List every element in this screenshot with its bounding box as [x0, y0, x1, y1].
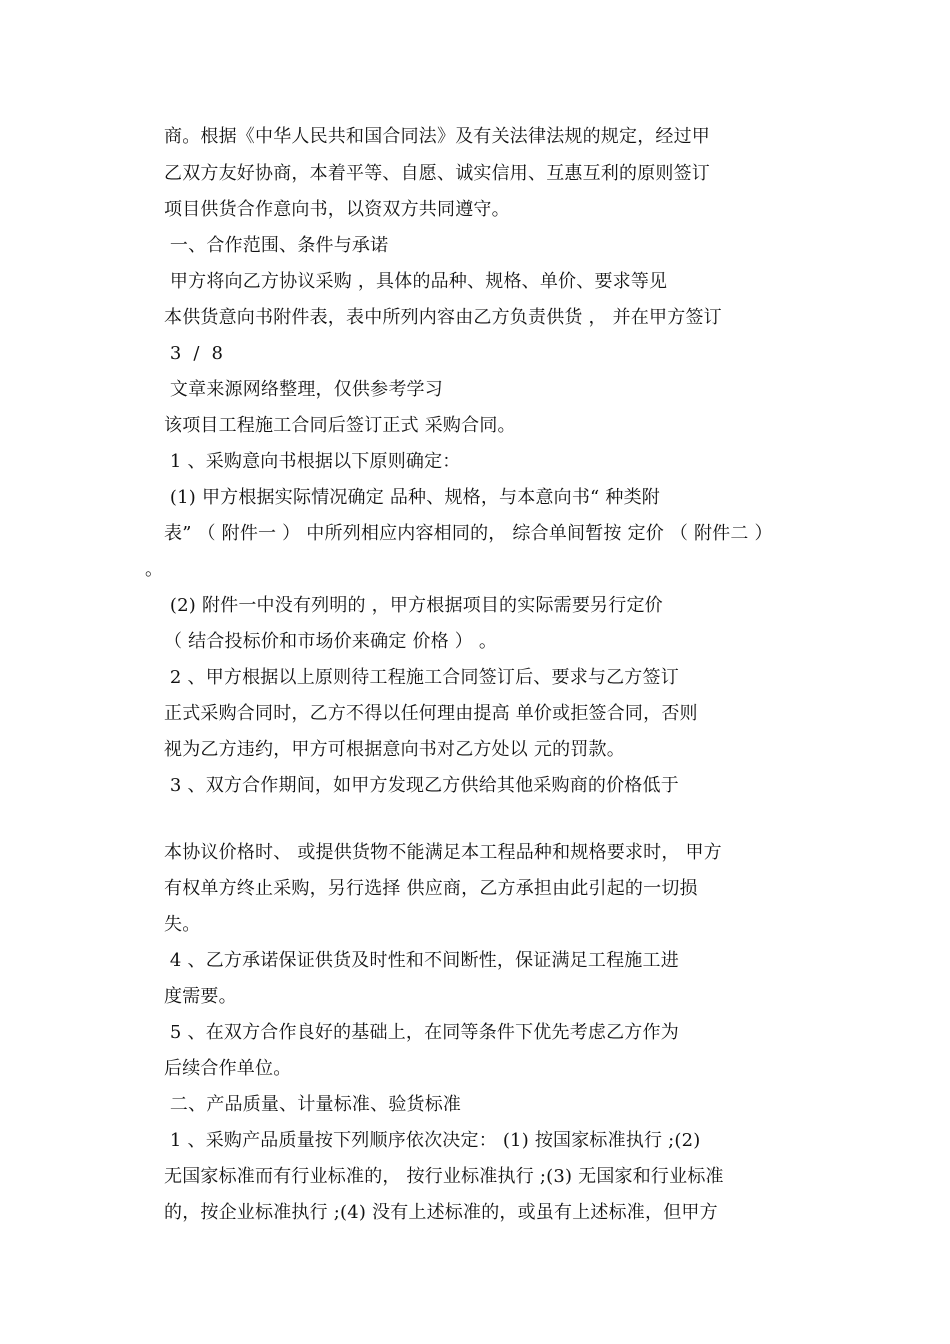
text-line-10: 1 、采购意向书根据以下原则确定：: [164, 451, 461, 472]
text-line-20: 本协议价格时、 或提供货物不能满足本工程品种和规格要求时， 甲方: [164, 842, 722, 863]
text-line-11: (1) 甲方根据实际情况确定 品种、规格，与本意向书“ 种类附: [164, 487, 660, 508]
text-line-12: 表” （ 附件一 ） 中所列相应内容相同的， 综合单间暂按 定价 （ 附件二 ）: [164, 523, 773, 544]
text-line-16: 2 、甲方根据以上原则待工程施工合同签订后、要求与乙方签订: [164, 667, 679, 688]
text-line-3: 项目供货合作意向书，以资双方共同遵守。: [164, 199, 510, 220]
text-line-21: 有权单方终止采购，另行选择 供应商，乙方承担由此引起的一切损: [164, 878, 698, 899]
text-line-17: 正式采购合同时，乙方不得以任何理由提高 单价或拒签合同，否则: [164, 703, 698, 724]
section-heading-1: 一、合作范围、条件与承诺: [164, 235, 389, 256]
page-number: 3 / 8: [164, 343, 224, 364]
text-line-23: 4 、乙方承诺保证供货及时性和不间断性，保证满足工程施工进: [164, 950, 679, 971]
source-note: 文章来源网络整理，仅供参考学习: [164, 379, 443, 400]
text-line-2: 乙双方友好协商，本着平等、自愿、诚实信用、互惠互利的原则签订: [164, 163, 710, 184]
text-line-29: 无国家标准而有行业标准的， 按行业标准执行 ;(3) 无国家和行业标准: [164, 1166, 724, 1187]
text-line-9: 该项目工程施工合同后签订正式 采购合同。: [164, 415, 516, 436]
text-line-13: 。: [145, 559, 164, 580]
text-line-18: 视为乙方违约，甲方可根据意向书对乙方处以 元的罚款。: [164, 739, 625, 760]
text-line-24: 度需要。: [164, 986, 237, 1007]
text-line-6: 本供货意向书附件表，表中所列内容由乙方负责供货 ， 并在甲方签订: [164, 307, 722, 328]
text-line-26: 后续合作单位。: [164, 1058, 292, 1079]
text-line-25: 5 、在双方合作良好的基础上，在同等条件下优先考虑乙方作为: [164, 1022, 679, 1043]
text-line-19: 3 、双方合作期间，如甲方发现乙方供给其他采购商的价格低于: [164, 775, 679, 796]
text-line-30: 的，按企业标准执行 ;(4) 没有上述标准的，或虽有上述标准，但甲方: [164, 1202, 718, 1223]
text-line-1: 商。根据《中华人民共和国合同法》及有关法律法规的规定，经过甲: [164, 126, 710, 147]
text-line-15: （ 结合投标价和市场价来确定 价格 ） 。: [164, 631, 498, 652]
text-line-28: 1 、采购产品质量按下列顺序依次决定： (1) 按国家标准执行 ;(2): [164, 1130, 701, 1151]
text-line-22: 失。: [164, 914, 201, 935]
section-heading-2: 二、产品质量、计量标准、验货标准: [164, 1094, 462, 1115]
text-line-14: (2) 附件一中没有列明的 ，甲方根据项目的实际需要另行定价: [164, 595, 663, 616]
text-line-5: 甲方将向乙方协议采购 ，具体的品种、规格、单价、要求等见: [164, 271, 668, 292]
